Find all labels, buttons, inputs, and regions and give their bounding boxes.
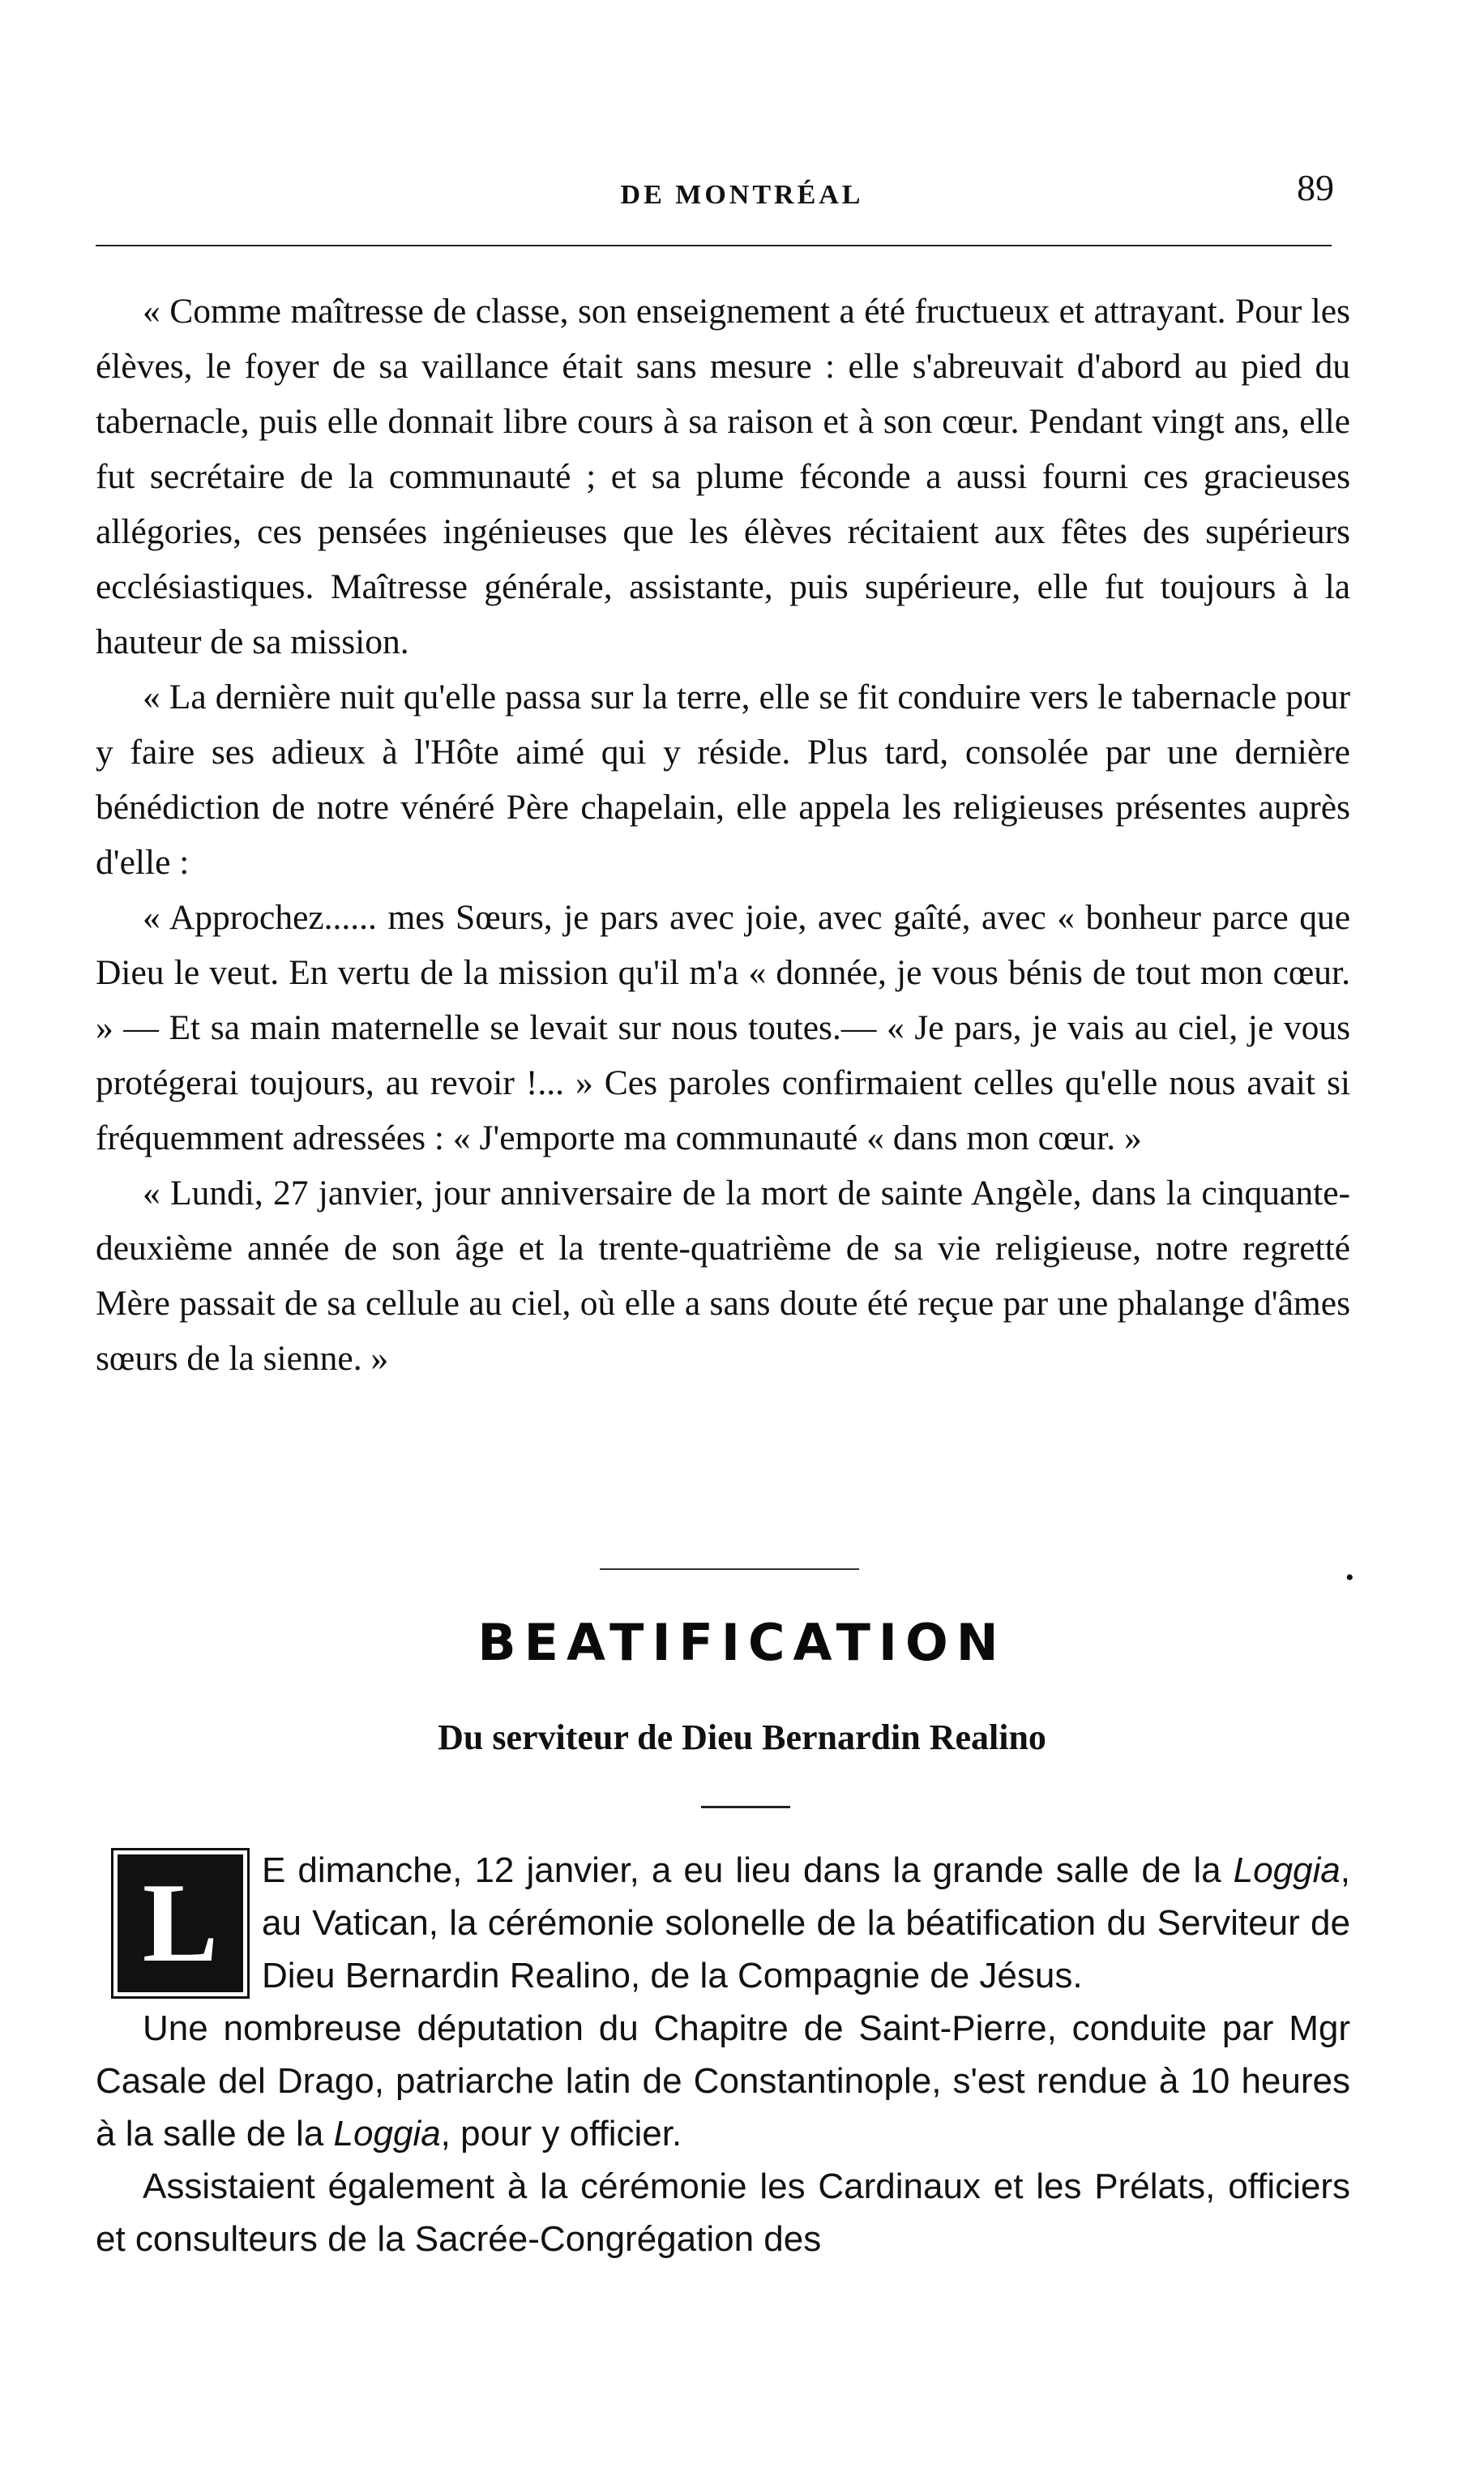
paragraph: Une nombreuse députation du Chapitre de Saint-Pierre, conduite par Mgr Casale del Drago, patriarche latin de Constantinople, s'est rendue à 10 heures à la salle de la Loggia, pour y officier. (96, 2008, 1350, 2154)
paragraph: « Comme maîtresse de classe, son enseignement a été fructueux et attrayant. Pour les élèves, le foyer de sa vaillance était sans mesure : elle s'abreuvait d'abord au pied du tabernacle, puis elle donnait libre cours à sa raison et à son cœur. Pendant vingt ans, elle fut secrétaire de la communauté ; et sa plume féconde a aussi fourni ces gracieuses allégories, ces pensées ingénieuses que les élèves récitaient aux fêtes des supérieurs ecclésiastiques. Maîtresse générale, assistante, puis supérieure, elle fut toujours à la hauteur de sa mission. (96, 292, 1350, 661)
paragraph: Assistaient également à la cérémonie les Cardinaux et les Prélats, officiers et consulteurs de la Sacrée-Congrégation des (96, 2166, 1350, 2259)
paragraph: « La dernière nuit qu'elle passa sur la terre, elle se fit conduire vers le tabernacle pour y faire ses adieux à l'Hôte aimé qui y réside. Plus tard, consolée par une dernière bénédiction de notre vénéré Père chapelain, elle appela les religieuses présentes auprès d'elle : (96, 678, 1350, 882)
obituary-text (96, 284, 1350, 1386)
running-title: DE MONTRÉAL (620, 180, 864, 210)
header-rule (96, 245, 1332, 246)
section-subtitle: Du serviteur de Dieu Bernardin Realino (438, 1717, 1046, 1757)
beatification-text (96, 1844, 1350, 2265)
paragraph: « Lundi, 27 janvier, jour anniversaire de la mort de sainte Angèle, dans la cinquante-deuxième année de son âge et la trente-quatrième de sa vie religieuse, notre regretté Mère passait de sa cellule au ciel, où elle a sans doute été reçue par une phalange d'âmes sœurs de la sienne. » (96, 1174, 1350, 1378)
section-divider (600, 1568, 859, 1570)
subtitle-rule (701, 1806, 790, 1808)
drop-cap-initial: L (118, 1854, 243, 1992)
ornament-dot: • (1345, 1564, 1354, 1591)
page-number: 89 (1297, 167, 1334, 208)
section-title: BEATIFICATION (477, 1613, 1007, 1672)
paragraph: « Approchez...... mes Sœurs, je pars avec joie, avec gaîté, avec « bonheur parce que Dieu le veut. En vertu de la mission qu'il m'a « donnée, je vous bénis de tout mon cœur. » — Et sa main maternelle se levait sur nous toutes.— « Je pars, je vais au ciel, je vous protégerai toujours, au revoir !... » Ces paroles confirmaient celles qu'elle nous avait si fréquemment adressées : « J'emporte ma communauté « dans mon cœur. » (96, 898, 1350, 1157)
paragraph: E dimanche, 12 janvier, a eu lieu dans la grande salle de la Loggia, au Vatican, la cérémonie solonelle de la béatification du Serviteur de Dieu Bernardin Realino, de la Compagnie de Jésus. (96, 1844, 1350, 2002)
